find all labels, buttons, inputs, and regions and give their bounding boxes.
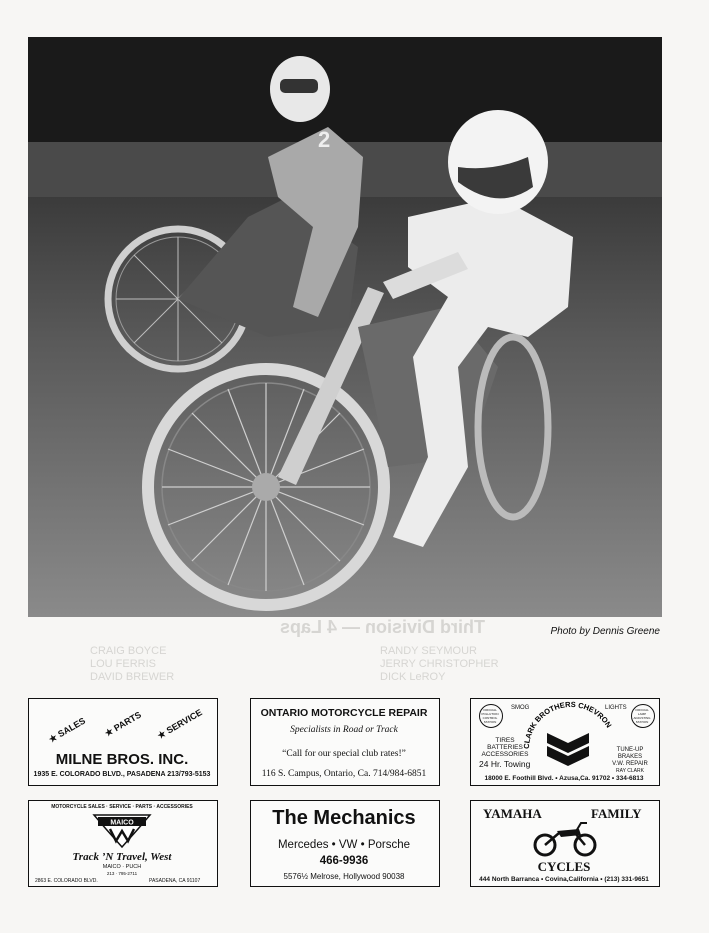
ad-the-mechanics: [250, 800, 440, 887]
star-icon: ★: [155, 728, 168, 741]
milne-name: MILNE BROS. INC.: [55, 751, 189, 768]
ad-track-n-travel: [28, 800, 218, 887]
clark-left-line: TIRES: [495, 737, 515, 744]
mechanics-makes: Mercedes • VW • Porsche: [277, 839, 411, 851]
service-tag: [156, 707, 205, 742]
photo-credit: Photo by Dennis Greene: [550, 626, 660, 637]
maico-phone: 213 · 795-2711: [106, 871, 138, 876]
svg-text:2: 2: [318, 127, 331, 152]
speedway-riders-illustration: [28, 37, 662, 617]
clark-right-line: V.W. REPAIR: [612, 761, 648, 767]
parts-tag: [103, 710, 144, 740]
star-icon: ★: [102, 725, 115, 739]
bleed-through-name: RANDY SEYMOUR: [380, 645, 477, 657]
ontario-address: 116 S. Campus, Ontario, Ca. 714/984-6851: [261, 769, 427, 779]
clark-left-lines: [479, 737, 531, 758]
tag-service: SERVICE: [164, 707, 204, 736]
bleed-through-name: JERRY CHRISTOPHER: [380, 658, 499, 670]
yamaha-bottom: CYCLES: [537, 859, 591, 874]
maico-address-left: 2863 E. COLORADO BLVD.: [35, 878, 98, 884]
ad-yamaha-family-cycles: [470, 800, 660, 887]
ad-clark-brothers-chevron: [470, 698, 660, 786]
maico-logo: [92, 811, 152, 851]
ad-milne-bros: [28, 698, 218, 786]
yamaha-left: YAMAHA: [483, 806, 542, 821]
lights-label: LIGHTS: [605, 705, 627, 711]
clark-arc-text: CLARK BROTHERS CHEVRON: [521, 699, 614, 750]
clark-owner: RAY CLARK: [616, 768, 644, 774]
bleed-through-banner: Third Division — 4 Laps: [280, 617, 486, 637]
smog-label: SMOG: [511, 705, 530, 711]
speedway-race-photo: [28, 37, 662, 617]
clark-right-line: BRAKES: [617, 754, 643, 760]
mechanics-phone: 466-9936: [319, 855, 369, 867]
bleed-through-name: DAVID BREWER: [90, 671, 175, 683]
maico-name: Track ’N Travel, West: [72, 851, 172, 863]
tag-parts: PARTS: [112, 709, 143, 734]
maico-top-line: MOTORCYCLE SALES · SERVICE · PARTS · ACCESSORIES: [51, 804, 193, 810]
bleed-through-name: CRAIG BOYCE: [90, 645, 167, 657]
clark-left-line: BATTERIES: [487, 744, 523, 751]
motorcycle-icon: [531, 819, 601, 859]
mechanics-address: 5576½ Melrose, Hollywood 90038: [283, 872, 405, 881]
milne-address: 1935 E. COLORADO BLVD., PASADENA 213/793-5153: [33, 771, 211, 778]
ontario-subtitle: Specialists in Road or Track: [290, 725, 398, 735]
maico-badge-text: MAICO: [110, 819, 134, 827]
star-icon: ★: [46, 731, 59, 745]
ontario-title: ONTARIO MOTORCYCLE REPAIR: [260, 707, 428, 719]
ontario-quote: “Call for our special club rates!”: [282, 749, 406, 759]
bleed-through-name: LOU FERRIS: [90, 658, 157, 670]
seal-right-text: OFFICIAL LAMP ADJUSTING STATION: [633, 708, 651, 724]
seal-left-text: OFFICIAL POLLUTION CONTROL STATION: [481, 708, 499, 724]
clark-right-line: TUNE-UP: [616, 747, 644, 753]
sales-tag: [47, 716, 88, 746]
yamaha-address: 444 North Barranca • Covina,California • (213) 331-9651: [479, 876, 649, 883]
clark-address: 18000 E. Foothill Blvd. • Azusa,Ca. 91702 • 334-6813: [484, 775, 644, 782]
tag-sales: SALES: [56, 715, 88, 740]
clark-left-line: ACCESSORIES: [481, 751, 529, 758]
clark-towing: 24 Hr. Towing: [479, 759, 531, 769]
ad-ontario-motorcycle-repair: [250, 698, 440, 786]
mechanics-title: The Mechanics: [272, 807, 416, 829]
clark-right-lines: [603, 747, 657, 775]
bleed-through-name: DICK LeROY: [380, 671, 446, 683]
yamaha-right: FAMILY: [591, 806, 642, 821]
maico-address-right: PASADENA, CA 91107: [149, 878, 201, 884]
maico-brands: MAICO · PUCH: [102, 864, 142, 870]
